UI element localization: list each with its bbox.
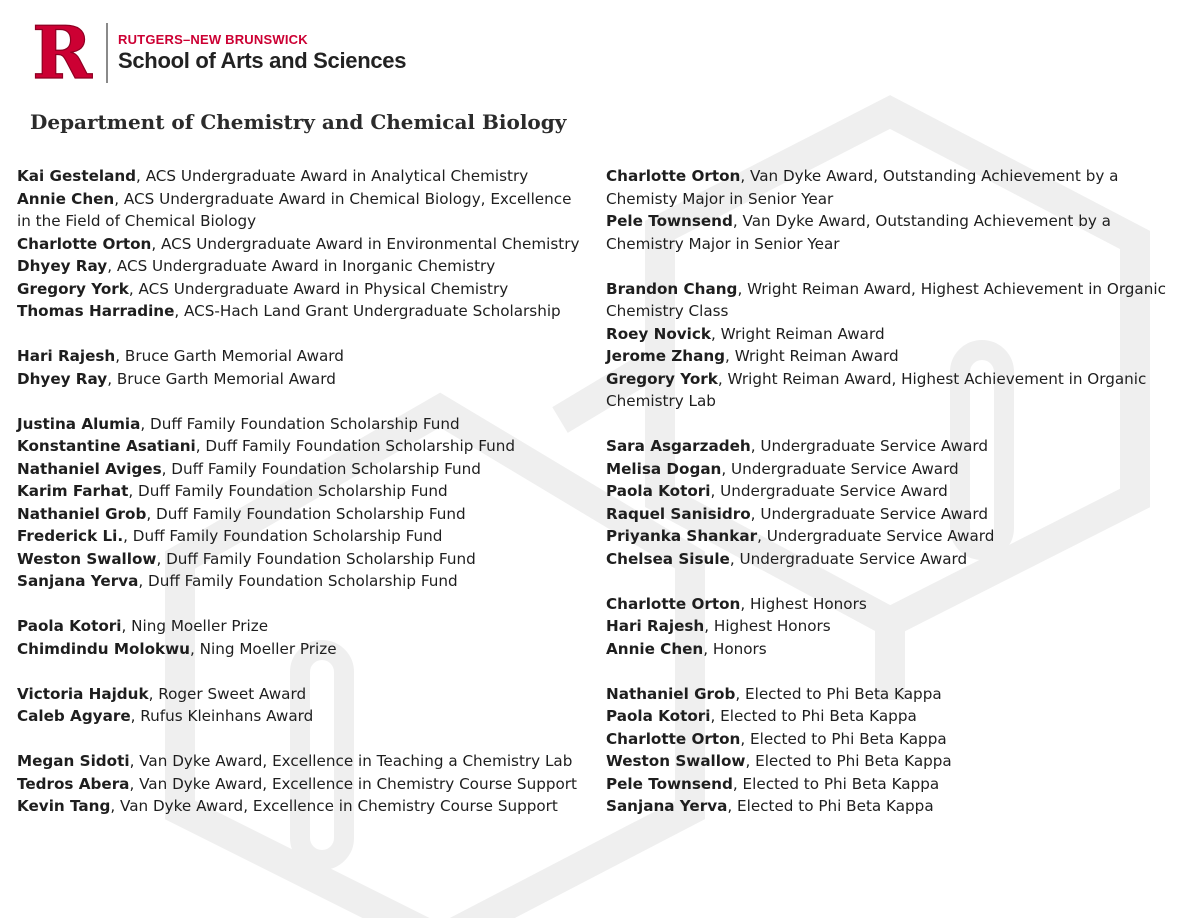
award-entry: Charlotte Orton, Van Dyke Award, Outstanding Achievement by a Chemisty Major in Senior Year — [606, 167, 1119, 208]
award-title: Highest Honors — [750, 594, 867, 613]
award-title: Elected to Phi Beta Kappa — [720, 707, 917, 725]
award-title: ACS-Hach Land Grant Undergraduate Scholarship — [184, 302, 561, 320]
recipient-name: Hari Rajesh — [606, 617, 705, 635]
recipient-name: Frederick Li. — [17, 527, 124, 545]
recipient-name: Karim Farhat — [17, 482, 129, 500]
award-title: Undergraduate Service Award — [760, 504, 988, 523]
recipient-name: Gregory York — [606, 369, 718, 388]
award-title: Van Dyke Award, Excellence in Chemistry Course Support — [120, 797, 558, 815]
award-entry: Melisa Dogan, Undergraduate Service Award — [606, 459, 959, 478]
award-entry: Megan Sidoti, Van Dyke Award, Excellence in Teaching a Chemistry Lab — [17, 752, 573, 770]
award-title: Bruce Garth Memorial Award — [116, 369, 336, 388]
award-title: Ning Moeller Prize — [199, 639, 337, 658]
recipient-name: Charlotte Orton — [606, 167, 741, 185]
award-entry: Nathaniel Aviges, Duff Family Foundation Scholarship Fund — [17, 459, 481, 478]
awards-left-column — [17, 165, 583, 840]
award-entry: Sanjana Yerva, Elected to Phi Beta Kappa — [606, 797, 934, 815]
award-title: Rufus Kleinhans Award — [140, 707, 314, 725]
award-group — [606, 278, 1176, 413]
award-entry: Gregory York, Wright Reiman Award, Highest Achievement in Organic Chemistry Lab — [606, 369, 1147, 410]
department-title: Department of Chemistry and Chemical Biology — [30, 110, 567, 134]
award-entry: Hari Rajesh, Bruce Garth Memorial Award — [17, 347, 344, 365]
award-title: Van Dyke Award, Outstanding Achievement by a Chemistry Major in Senior Year — [606, 212, 1111, 253]
award-entry: Pele Townsend, Van Dyke Award, Outstanding Achievement by a Chemistry Major in Senior Year — [606, 212, 1111, 253]
award-title: Bruce Garth Memorial Award — [124, 347, 344, 365]
award-entry: Charlotte Orton, ACS Undergraduate Award in Environmental Chemistry — [17, 234, 580, 253]
award-group — [606, 683, 1176, 818]
recipient-name: Chimdindu Molokwu — [17, 639, 190, 658]
award-title: Van Dyke Award, Excellence in Teaching a Chemistry Lab — [139, 752, 573, 770]
recipient-name: Paola Kotori — [17, 617, 122, 635]
recipient-name: Megan Sidoti — [17, 752, 130, 770]
award-title: Undergraduate Service Award — [760, 437, 989, 455]
award-entry: Weston Swallow, Elected to Phi Beta Kappa — [606, 752, 952, 770]
award-title: Ning Moeller Prize — [131, 617, 269, 635]
award-title: Undergraduate Service Award — [766, 527, 995, 545]
award-entry: Konstantine Asatiani, Duff Family Foundation Scholarship Fund — [17, 437, 516, 455]
award-entry: Caleb Agyare, Rufus Kleinhans Award — [17, 707, 314, 725]
award-title: Elected to Phi Beta Kappa — [737, 797, 934, 815]
award-title: Duff Family Foundation Scholarship Fund — [171, 459, 481, 478]
recipient-name: Melisa Dogan — [606, 459, 722, 478]
award-entry: Annie Chen, ACS Undergraduate Award in Chemical Biology, Excellence in the Field of Chemical Biology — [17, 189, 572, 230]
recipient-name: Caleb Agyare — [17, 707, 131, 725]
award-entry: Roey Novick, Wright Reiman Award — [606, 324, 885, 343]
award-title: Duff Family Foundation Scholarship Fund — [150, 414, 460, 433]
award-title: Duff Family Foundation Scholarship Fund — [132, 527, 443, 545]
award-title: Undergraduate Service Award — [739, 549, 968, 568]
award-entry: Annie Chen, Honors — [606, 639, 767, 658]
award-title: Elected to Phi Beta Kappa — [750, 729, 947, 748]
award-entry: Raquel Sanisidro, Undergraduate Service Award — [606, 504, 988, 523]
recipient-name: Pele Townsend — [606, 774, 733, 793]
award-entry: Nathaniel Grob, Elected to Phi Beta Kappa — [606, 684, 942, 703]
award-group — [17, 413, 583, 593]
award-entry: Brandon Chang, Wright Reiman Award, Highest Achievement in Organic Chemistry Class — [606, 279, 1166, 320]
recipient-name: Charlotte Orton — [17, 234, 152, 253]
recipient-name: Dhyey Ray — [17, 369, 108, 388]
recipient-name: Annie Chen — [606, 639, 704, 658]
award-entry: Charlotte Orton, Highest Honors — [606, 594, 867, 613]
award-entry: Tedros Abera, Van Dyke Award, Excellence in Chemistry Course Support — [17, 774, 577, 793]
rutgers-r-logo — [26, 22, 98, 84]
award-group — [606, 593, 1176, 661]
award-entry: Chimdindu Molokwu, Ning Moeller Prize — [17, 639, 337, 658]
award-group — [606, 435, 1176, 570]
recipient-name: Annie Chen — [17, 189, 115, 208]
award-entry: Jerome Zhang, Wright Reiman Award — [606, 347, 899, 365]
award-entry: Paola Kotori, Elected to Phi Beta Kappa — [606, 707, 917, 725]
recipient-name: Sara Asgarzadeh — [606, 437, 751, 455]
recipient-name: Sanjana Yerva — [606, 797, 728, 815]
award-title: Undergraduate Service Award — [720, 482, 948, 500]
recipient-name: Tedros Abera — [17, 774, 130, 793]
award-entry: Frederick Li., Duff Family Foundation Scholarship Fund — [17, 527, 443, 545]
award-title: Roger Sweet Award — [158, 684, 307, 703]
recipient-name: Raquel Sanisidro — [606, 504, 751, 523]
award-entry: Weston Swallow, Duff Family Foundation Scholarship Fund — [17, 549, 476, 568]
award-title: Duff Family Foundation Scholarship Fund — [138, 482, 448, 500]
award-entry: Sara Asgarzadeh, Undergraduate Service Award — [606, 437, 989, 455]
award-title: Duff Family Foundation Scholarship Fund — [205, 437, 516, 455]
award-entry: Gregory York, ACS Undergraduate Award in Physical Chemistry — [17, 279, 509, 298]
award-entry: Victoria Hajduk, Roger Sweet Award — [17, 684, 307, 703]
award-title: Van Dyke Award, Excellence in Chemistry Course Support — [139, 774, 577, 793]
award-group — [17, 750, 583, 818]
recipient-name: Priyanka Shankar — [606, 527, 758, 545]
awards-right-column — [606, 165, 1176, 840]
page-header — [26, 22, 406, 84]
award-entry: Charlotte Orton, Elected to Phi Beta Kappa — [606, 729, 947, 748]
award-title: Highest Honors — [713, 617, 831, 635]
recipient-name: Kevin Tang — [17, 797, 111, 815]
award-entry: Justina Alumia, Duff Family Foundation Scholarship Fund — [17, 414, 460, 433]
award-title: Honors — [712, 639, 767, 658]
award-title: Van Dyke Award, Outstanding Achievement by a Chemisty Major in Senior Year — [606, 167, 1119, 208]
award-entry: Kai Gesteland, ACS Undergraduate Award in Analytical Chemistry — [17, 167, 529, 185]
recipient-name: Dhyey Ray — [17, 257, 108, 275]
award-title: ACS Undergraduate Award in Physical Chemistry — [138, 279, 509, 298]
award-title: Duff Family Foundation Scholarship Fund — [148, 572, 458, 590]
award-title: ACS Undergraduate Award in Inorganic Chemistry — [116, 257, 496, 275]
award-entry: Paola Kotori, Undergraduate Service Award — [606, 482, 948, 500]
recipient-name: Pele Townsend — [606, 212, 733, 230]
recipient-name: Nathaniel Grob — [606, 684, 736, 703]
recipient-name: Victoria Hajduk — [17, 684, 149, 703]
award-title: ACS Undergraduate Award in Environmental Chemistry — [161, 234, 580, 253]
award-title: Undergraduate Service Award — [731, 459, 959, 478]
recipient-name: Weston Swallow — [606, 752, 746, 770]
recipient-name: Paola Kotori — [606, 482, 711, 500]
recipient-name: Nathaniel Aviges — [17, 459, 162, 478]
recipient-name: Sanjana Yerva — [17, 572, 139, 590]
award-title: ACS Undergraduate Award in Analytical Chemistry — [145, 167, 529, 185]
award-group — [606, 165, 1176, 255]
recipient-name: Chelsea Sisule — [606, 549, 730, 568]
recipient-name: Brandon Chang — [606, 279, 738, 298]
recipient-name: Gregory York — [17, 279, 129, 298]
award-entry: Chelsea Sisule, Undergraduate Service Award — [606, 549, 968, 568]
award-entry: Nathaniel Grob, Duff Family Foundation Scholarship Fund — [17, 504, 466, 523]
award-title: Elected to Phi Beta Kappa — [742, 774, 940, 793]
award-entry: Thomas Harradine, ACS-Hach Land Grant Undergraduate Scholarship — [17, 302, 561, 320]
brand-university: RUTGERS–NEW BRUNSWICK — [118, 32, 308, 47]
award-title: Duff Family Foundation Scholarship Fund — [166, 549, 476, 568]
award-entry: Priyanka Shankar, Undergraduate Service Award — [606, 527, 995, 545]
recipient-name: Justina Alumia — [17, 414, 141, 433]
svg-text:R: R — [32, 22, 92, 84]
award-entry: Dhyey Ray, ACS Undergraduate Award in Inorganic Chemistry — [17, 257, 496, 275]
award-title: Elected to Phi Beta Kappa — [745, 684, 942, 703]
recipient-name: Charlotte Orton — [606, 594, 741, 613]
recipient-name: Weston Swallow — [17, 549, 157, 568]
recipient-name: Nathaniel Grob — [17, 504, 147, 523]
recipient-name: Konstantine Asatiani — [17, 437, 196, 455]
award-entry: Kevin Tang, Van Dyke Award, Excellence in Chemistry Course Support — [17, 797, 558, 815]
award-title: Duff Family Foundation Scholarship Fund — [156, 504, 466, 523]
award-entry: Dhyey Ray, Bruce Garth Memorial Award — [17, 369, 336, 388]
recipient-name: Paola Kotori — [606, 707, 711, 725]
logo-wordmark — [118, 32, 406, 74]
logo-divider — [106, 23, 108, 83]
brand-school: School of Arts and Sciences — [118, 48, 407, 73]
recipient-name: Charlotte Orton — [606, 729, 741, 748]
award-title: ACS Undergraduate Award in Chemical Biology, Excellence in the Field of Chemical Biology — [17, 189, 572, 230]
award-title: Wright Reiman Award, Highest Achievement in Organic Chemistry Class — [606, 279, 1166, 320]
recipient-name: Thomas Harradine — [17, 302, 175, 320]
recipient-name: Kai Gesteland — [17, 167, 137, 185]
recipient-name: Roey Novick — [606, 324, 711, 343]
award-title: Wright Reiman Award — [720, 324, 885, 343]
recipient-name: Jerome Zhang — [606, 347, 726, 365]
award-group — [17, 165, 583, 323]
award-entry: Pele Townsend, Elected to Phi Beta Kappa — [606, 774, 940, 793]
award-title: Elected to Phi Beta Kappa — [755, 752, 952, 770]
award-group — [17, 683, 583, 728]
award-entry: Sanjana Yerva, Duff Family Foundation Scholarship Fund — [17, 572, 458, 590]
award-group — [17, 345, 583, 390]
award-title: Wright Reiman Award, Highest Achievement in Organic Chemistry Lab — [606, 369, 1147, 410]
award-entry: Karim Farhat, Duff Family Foundation Scholarship Fund — [17, 482, 448, 500]
recipient-name: Hari Rajesh — [17, 347, 116, 365]
award-entry: Paola Kotori, Ning Moeller Prize — [17, 617, 269, 635]
award-group — [17, 615, 583, 660]
award-title: Wright Reiman Award — [734, 347, 899, 365]
award-entry: Hari Rajesh, Highest Honors — [606, 617, 831, 635]
